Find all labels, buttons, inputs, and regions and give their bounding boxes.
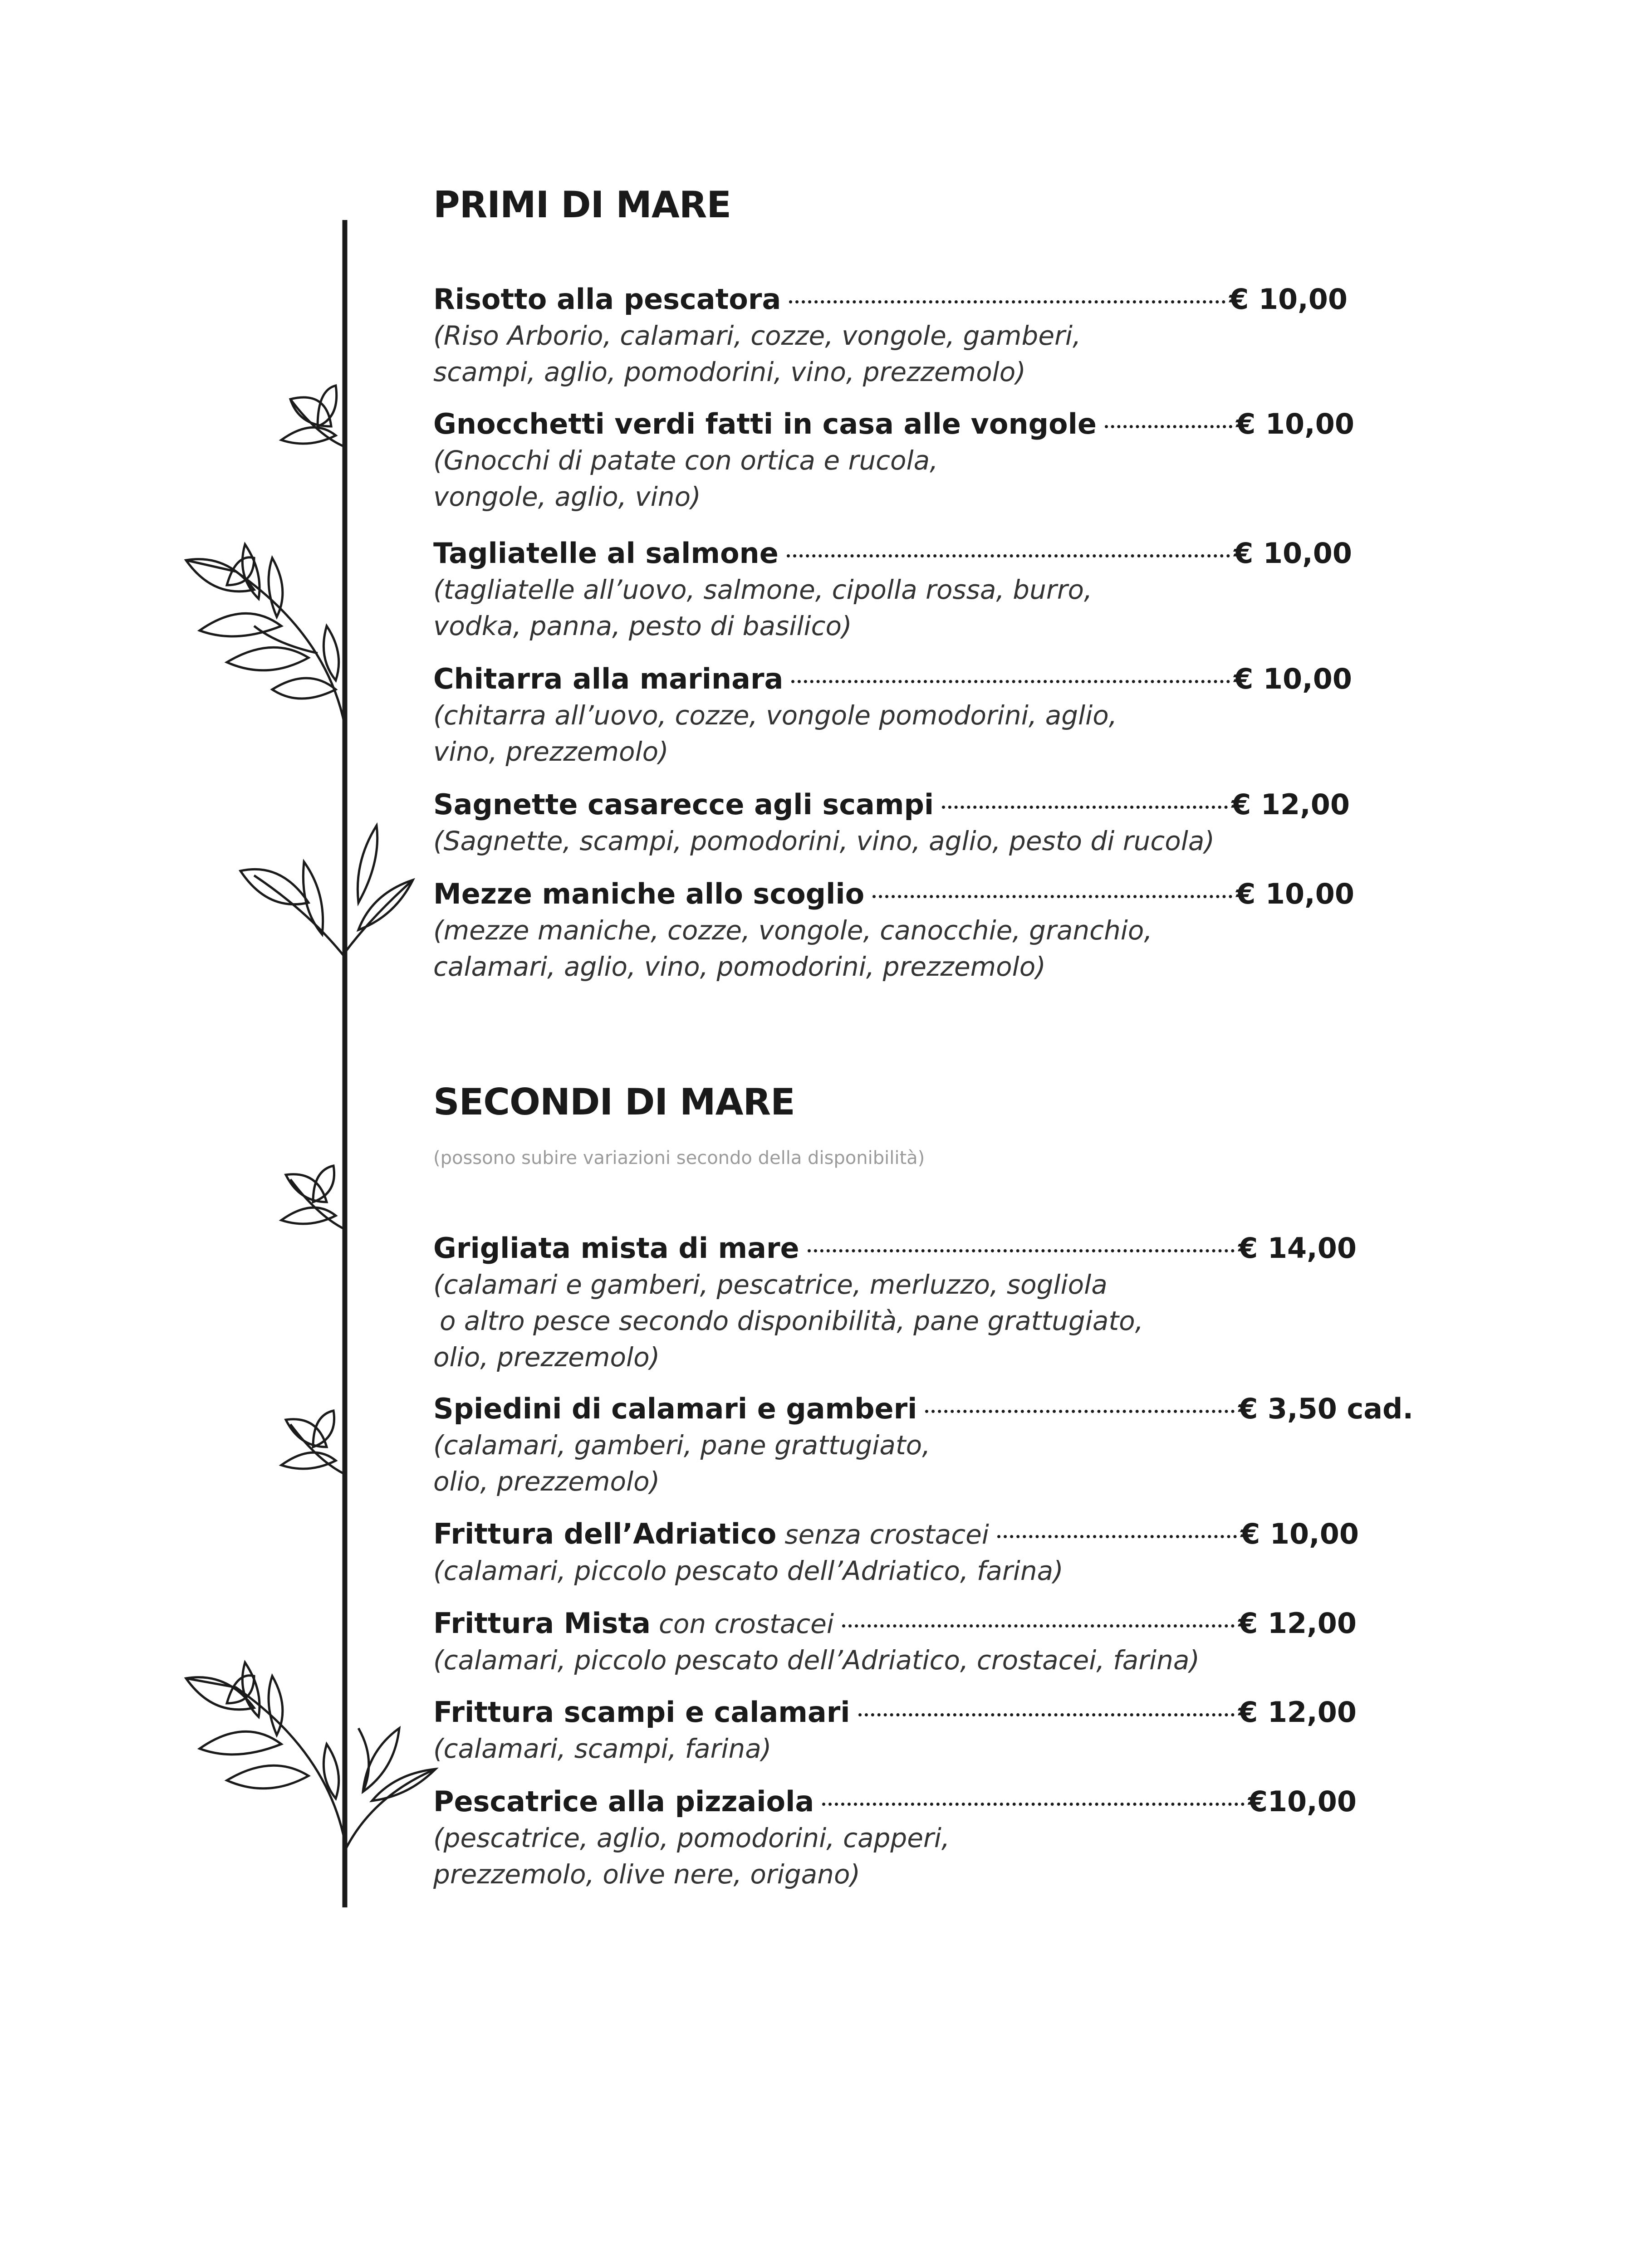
dot-leader — [789, 300, 1225, 303]
item-name: Frittura Mista — [433, 1607, 651, 1640]
item-description: (pescatrice, aglio, pomodorini, capperi, prezzemolo, olive nere, origano) — [433, 1823, 950, 1890]
leaf-sprig — [281, 386, 345, 447]
menu-item — [433, 787, 1350, 859]
menu-item — [433, 535, 1352, 644]
item-name: Tagliatelle al salmone — [433, 537, 779, 570]
section-title-primi: PRIMI DI MARE — [433, 184, 731, 226]
item-description: (Gnocchi di patate con ortica e rucola, vongole, aglio, vino) — [433, 445, 938, 512]
dot-leader — [997, 1535, 1237, 1538]
menu-item — [433, 406, 1354, 515]
item-description: (tagliatelle all’uovo, salmone, cipolla rossa, burro, vodka, panna, pesto di basilico) — [433, 574, 1093, 641]
item-price: € 3,50 cad. — [1238, 1392, 1413, 1425]
item-name: Pescatrice alla pizzaiola — [433, 1785, 814, 1818]
dot-leader — [858, 1713, 1235, 1716]
item-name: Risotto alla pescatora — [433, 283, 781, 316]
item-description: (Riso Arborio, calamari, cozze, vongole, gamberi, scampi, aglio, pomodorini, vino, prezzemolo) — [433, 320, 1081, 387]
menu-item — [433, 281, 1348, 390]
leaf-sprig — [240, 826, 413, 957]
item-price: € 10,00 — [1240, 1517, 1359, 1550]
availability-note: (possono subire variazioni secondo della disponibilità) — [433, 1148, 925, 1168]
dot-leader — [872, 895, 1232, 898]
item-price: € 10,00 — [1234, 662, 1352, 695]
section-title-secondi: SECONDI DI MARE — [433, 1081, 795, 1123]
dot-leader — [808, 1249, 1235, 1252]
item-description: (calamari e gamberi, pescatrice, merluzzo, sogliola o altro pesce secondo disponibilità, pane grattugiato, olio, prezzemolo) — [433, 1269, 1144, 1373]
item-price: € 10,00 — [1229, 283, 1348, 316]
menu-item — [433, 1230, 1357, 1375]
menu-item — [433, 876, 1354, 985]
item-name: Chitarra alla marinara — [433, 662, 784, 695]
item-price: € 14,00 — [1238, 1232, 1357, 1265]
item-description: (Sagnette, scampi, pomodorini, vino, aglio, pesto di rucola) — [433, 826, 1215, 856]
dot-leader — [787, 554, 1230, 557]
item-price: € 12,00 — [1238, 1696, 1357, 1729]
item-name: Spiedini di calamari e gamberi — [433, 1392, 917, 1425]
leaf-sprig — [186, 544, 345, 726]
dot-leader — [942, 806, 1228, 809]
menu-item — [433, 661, 1352, 770]
item-qualifier: senza crostacei — [784, 1519, 989, 1550]
item-description: (calamari, scampi, farina) — [433, 1733, 772, 1764]
item-description: (calamari, gamberi, pane grattugiato, olio, prezzemolo) — [433, 1430, 931, 1497]
item-name: Grigliata mista di mare — [433, 1232, 799, 1265]
item-name: Frittura dell’Adriatico — [433, 1517, 777, 1550]
dot-leader — [842, 1624, 1235, 1628]
leaf-sprig — [186, 1662, 436, 1851]
item-name: Frittura scampi e calamari — [433, 1696, 850, 1729]
menu-item — [433, 1605, 1357, 1678]
item-description: (calamari, piccolo pescato dell’Adriatico, farina) — [433, 1555, 1063, 1586]
menu-item — [433, 1391, 1413, 1500]
menu-item — [433, 1784, 1357, 1892]
item-name: Sagnette casarecce agli scampi — [433, 788, 934, 821]
item-price: € 10,00 — [1236, 407, 1354, 440]
dot-leader — [822, 1803, 1245, 1806]
leaf-sprig — [281, 1411, 345, 1474]
item-price: € 12,00 — [1238, 1607, 1357, 1640]
dot-leader — [925, 1410, 1235, 1413]
menu-item — [433, 1516, 1359, 1589]
item-price: €10,00 — [1248, 1785, 1357, 1818]
leaf-sprig — [281, 1166, 345, 1229]
item-description: (mezze maniche, cozze, vongole, canocchie, granchio, calamari, aglio, vino, pomodorini, prezzemolo) — [433, 915, 1152, 982]
item-qualifier: con crostacei — [658, 1608, 834, 1639]
item-price: € 10,00 — [1234, 537, 1352, 570]
item-price: € 10,00 — [1236, 877, 1354, 910]
item-name: Gnocchetti verdi fatti in casa alle vongole — [433, 407, 1097, 440]
item-price: € 12,00 — [1231, 788, 1350, 821]
item-name: Mezze maniche allo scoglio — [433, 877, 865, 910]
dot-leader — [791, 680, 1230, 683]
item-description: (calamari, piccolo pescato dell’Adriatico, crostacei, farina) — [433, 1645, 1200, 1676]
dot-leader — [1105, 425, 1232, 428]
menu-item — [433, 1694, 1357, 1767]
item-description: (chitarra all’uovo, cozze, vongole pomodorini, aglio, vino, prezzemolo) — [433, 700, 1117, 767]
